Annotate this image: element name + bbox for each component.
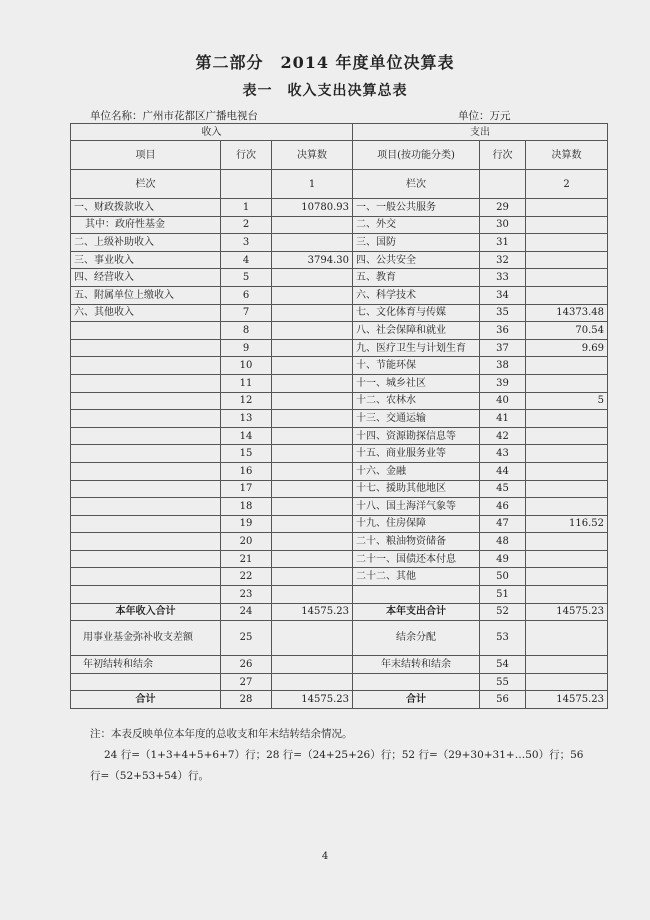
income-amount [272,427,353,445]
page-number: 4 [321,851,329,862]
income-amount [272,480,353,498]
expense-amount: 116.52 [526,515,608,533]
income-amount [272,586,353,604]
income-amount [272,410,353,428]
table-row [71,533,608,551]
income-item: 一、财政拨款收入 [71,199,221,217]
lanci-label: 栏次 [71,170,221,199]
unit-line [90,108,570,123]
total-expense-amount: 14575.23 [526,603,608,621]
income-row-no: 13 [221,410,272,428]
expense-amount [526,621,608,656]
expense-row-no: 36 [480,322,526,340]
table-row [71,550,608,568]
income-amount [272,216,353,234]
income-amount [272,445,353,463]
income-item [71,410,221,428]
expense-item: 十五、商业服务业等 [353,445,480,463]
expense-row-no: 49 [480,550,526,568]
income-row-no: 2 [221,216,272,234]
expense-row-no: 48 [480,533,526,551]
expense-item: 十八、国土海洋气象等 [353,498,480,516]
income-row-no: 24 [221,603,272,621]
expense-amount: 5 [526,392,608,410]
grand-total-row [71,691,608,709]
expense-row-no: 42 [480,427,526,445]
total-expense-label: 本年支出合计 [353,603,480,621]
expense-row-no: 44 [480,462,526,480]
unit-label: 单位：万元 [458,110,511,122]
income-amount [272,462,353,480]
expense-item: 二十一、国债还本付息 [353,550,480,568]
expense-amount [526,586,608,604]
expense-amount [526,427,608,445]
note-line: 行=（52+53+54）行。 [90,770,209,782]
income-amount [272,673,353,691]
income-item [71,374,221,392]
income-row-no: 15 [221,445,272,463]
expense-item: 一、一般公共服务 [353,199,480,217]
income-item: 年初结转和结余 [71,656,221,674]
page-title: 第二部分 2014 年度单位决算表 [195,53,455,72]
lanci-label: 栏次 [353,170,480,199]
table-row [71,234,608,252]
income-row-no: 20 [221,533,272,551]
income-row-no: 10 [221,357,272,375]
expense-row-no: 56 [480,691,526,709]
income-expense-table [70,123,608,709]
expense-item: 八、社会保障和就业 [353,322,480,340]
item-header: 项目 [71,141,221,170]
income-item: 五、附属单位上缴收入 [71,286,221,304]
income-amount [272,339,353,357]
income-item: 六、其他收入 [71,304,221,322]
income-row-no: 5 [221,269,272,287]
income-amount [272,234,353,252]
total-income-amount: 14575.23 [272,603,353,621]
table-row [71,339,608,357]
expense-row-no: 35 [480,304,526,322]
income-item [71,392,221,410]
expense-item: 四、公共安全 [353,251,480,269]
income-item [71,480,221,498]
item-func-header: 项目(按功能分类) [353,141,480,170]
income-row-no: 19 [221,515,272,533]
expense-amount [526,410,608,428]
expense-row-no: 51 [480,586,526,604]
expense-row-no: 33 [480,269,526,287]
income-item [71,498,221,516]
table-row [71,586,608,604]
table-row [71,410,608,428]
expense-row-no: 29 [480,199,526,217]
table-row [71,322,608,340]
expense-item: 十四、资源勘探信息等 [353,427,480,445]
expense-item: 二十二、其他 [353,568,480,586]
table-row [71,427,608,445]
expense-row-no: 37 [480,339,526,357]
note-line: 注：本表反映单位本年度的总收支和年末结转结余情况。 [90,728,353,740]
expense-amount [526,357,608,375]
row-no-header: 行次 [480,141,526,170]
expense-row-no: 38 [480,357,526,375]
expense-row-no: 34 [480,286,526,304]
table-row [71,515,608,533]
expense-amount [526,462,608,480]
expense-amount [526,480,608,498]
expense-row-no: 31 [480,234,526,252]
section-header-row [71,124,608,141]
income-amount: 3794.30 [272,251,353,269]
table-row [71,357,608,375]
income-amount [272,533,353,551]
table-row [71,286,608,304]
grand-total-label: 合计 [71,691,221,709]
expense-amount [526,568,608,586]
expense-item: 十一、城乡社区 [353,374,480,392]
table-row [71,199,608,217]
col-index-2: 2 [526,170,608,199]
income-row-no: 18 [221,498,272,516]
expense-item: 三、国防 [353,234,480,252]
table-row [71,673,608,691]
income-amount [272,515,353,533]
table-row [71,374,608,392]
expense-row-no: 47 [480,515,526,533]
expense-row-no: 41 [480,410,526,428]
expense-amount [526,445,608,463]
expense-amount [526,286,608,304]
expense-item [353,586,480,604]
income-header: 收入 [71,124,353,141]
expense-amount: 9.69 [526,339,608,357]
expense-item: 二十、粮油物资储备 [353,533,480,551]
expense-item: 十二、农林水 [353,392,480,410]
income-row-no: 6 [221,286,272,304]
income-row-no: 17 [221,480,272,498]
income-row-no: 9 [221,339,272,357]
income-item [71,445,221,463]
expense-row-no: 54 [480,656,526,674]
income-row-no: 4 [221,251,272,269]
income-amount [272,357,353,375]
income-row-no: 22 [221,568,272,586]
income-amount [272,374,353,392]
table-row [71,462,608,480]
expense-header: 支出 [353,124,608,141]
expense-item: 七、文化体育与传媒 [353,304,480,322]
income-amount [272,621,353,656]
expense-amount [526,533,608,551]
expense-row-no: 52 [480,603,526,621]
expense-row-no: 45 [480,480,526,498]
income-item [71,427,221,445]
income-amount [272,498,353,516]
income-row-no: 27 [221,673,272,691]
income-row-no: 3 [221,234,272,252]
expense-row-no: 53 [480,621,526,656]
income-item: 三、事业收入 [71,251,221,269]
income-amount [272,568,353,586]
income-amount [272,304,353,322]
grand-total-label: 合计 [353,691,480,709]
amount-header: 决算数 [526,141,608,170]
income-item [71,568,221,586]
footnote [90,724,590,787]
income-item [71,339,221,357]
income-amount [272,550,353,568]
expense-amount [526,216,608,234]
grand-total-expense-amount: 14575.23 [526,691,608,709]
income-item [71,515,221,533]
empty-cell [480,170,526,199]
expense-item: 五、教育 [353,269,480,287]
income-item [71,586,221,604]
income-amount [272,269,353,287]
table-row [71,445,608,463]
expense-item: 结余分配 [353,621,480,656]
table-row [71,480,608,498]
total-row [71,603,608,621]
table-title: 表一 收入支出决算总表 [242,83,408,99]
income-row-no: 26 [221,656,272,674]
table-row [71,392,608,410]
expense-amount [526,498,608,516]
table-row [71,304,608,322]
income-row-no: 7 [221,304,272,322]
expense-amount [526,673,608,691]
income-item: 用事业基金弥补收支差额 [71,621,221,656]
income-row-no: 1 [221,199,272,217]
income-item: 其中：政府性基金 [71,216,221,234]
expense-row-no: 46 [480,498,526,516]
expense-item: 十九、住房保障 [353,515,480,533]
income-item [71,357,221,375]
expense-item: 十三、交通运输 [353,410,480,428]
income-amount: 10780.93 [272,199,353,217]
income-amount [272,656,353,674]
expense-item: 二、外交 [353,216,480,234]
income-item [71,533,221,551]
income-item [71,462,221,480]
income-row-no: 16 [221,462,272,480]
income-row-no: 28 [221,691,272,709]
expense-amount [526,269,608,287]
income-row-no: 11 [221,374,272,392]
expense-amount: 70.54 [526,322,608,340]
table-row [71,498,608,516]
amount-header: 决算数 [272,141,353,170]
table-row [71,216,608,234]
row-no-header: 行次 [221,141,272,170]
column-index-row [71,170,608,199]
expense-row-no: 39 [480,374,526,392]
expense-amount [526,374,608,392]
income-row-no: 12 [221,392,272,410]
grand-total-income-amount: 14575.23 [272,691,353,709]
expense-row-no: 50 [480,568,526,586]
expense-amount [526,251,608,269]
income-item [71,673,221,691]
income-amount [272,322,353,340]
expense-amount [526,234,608,252]
expense-row-no: 40 [480,392,526,410]
expense-item: 十六、金融 [353,462,480,480]
income-row-no: 21 [221,550,272,568]
income-item [71,322,221,340]
income-item: 二、上级补助收入 [71,234,221,252]
unit-name: 单位名称：广州市花都区广播电视台 [90,110,258,122]
income-row-no: 8 [221,322,272,340]
expense-row-no: 55 [480,673,526,691]
expense-item: 年末结转和结余 [353,656,480,674]
col-index-1: 1 [272,170,353,199]
expense-amount [526,550,608,568]
table-row [71,656,608,674]
table-row [71,568,608,586]
income-row-no: 14 [221,427,272,445]
income-amount [272,392,353,410]
income-row-no: 25 [221,621,272,656]
column-header-row [71,141,608,170]
expense-item: 十、节能环保 [353,357,480,375]
income-item: 四、经营收入 [71,269,221,287]
expense-amount [526,199,608,217]
table-row [71,269,608,287]
income-item [71,550,221,568]
expense-row-no: 43 [480,445,526,463]
expense-amount: 14373.48 [526,304,608,322]
expense-item: 六、科学技术 [353,286,480,304]
expense-item: 十七、援助其他地区 [353,480,480,498]
income-row-no: 23 [221,586,272,604]
empty-cell [221,170,272,199]
expense-row-no: 30 [480,216,526,234]
expense-item [353,673,480,691]
expense-item: 九、医疗卫生与计划生育 [353,339,480,357]
expense-amount [526,656,608,674]
income-amount [272,286,353,304]
table-row [71,251,608,269]
table-row [71,621,608,656]
note-line: 24 行=（1+3+4+5+6+7）行；28 行=（24+25+26）行；52 行=（29+30+31+…50）行；56 [104,749,584,761]
total-income-label: 本年收入合计 [71,603,221,621]
expense-row-no: 32 [480,251,526,269]
